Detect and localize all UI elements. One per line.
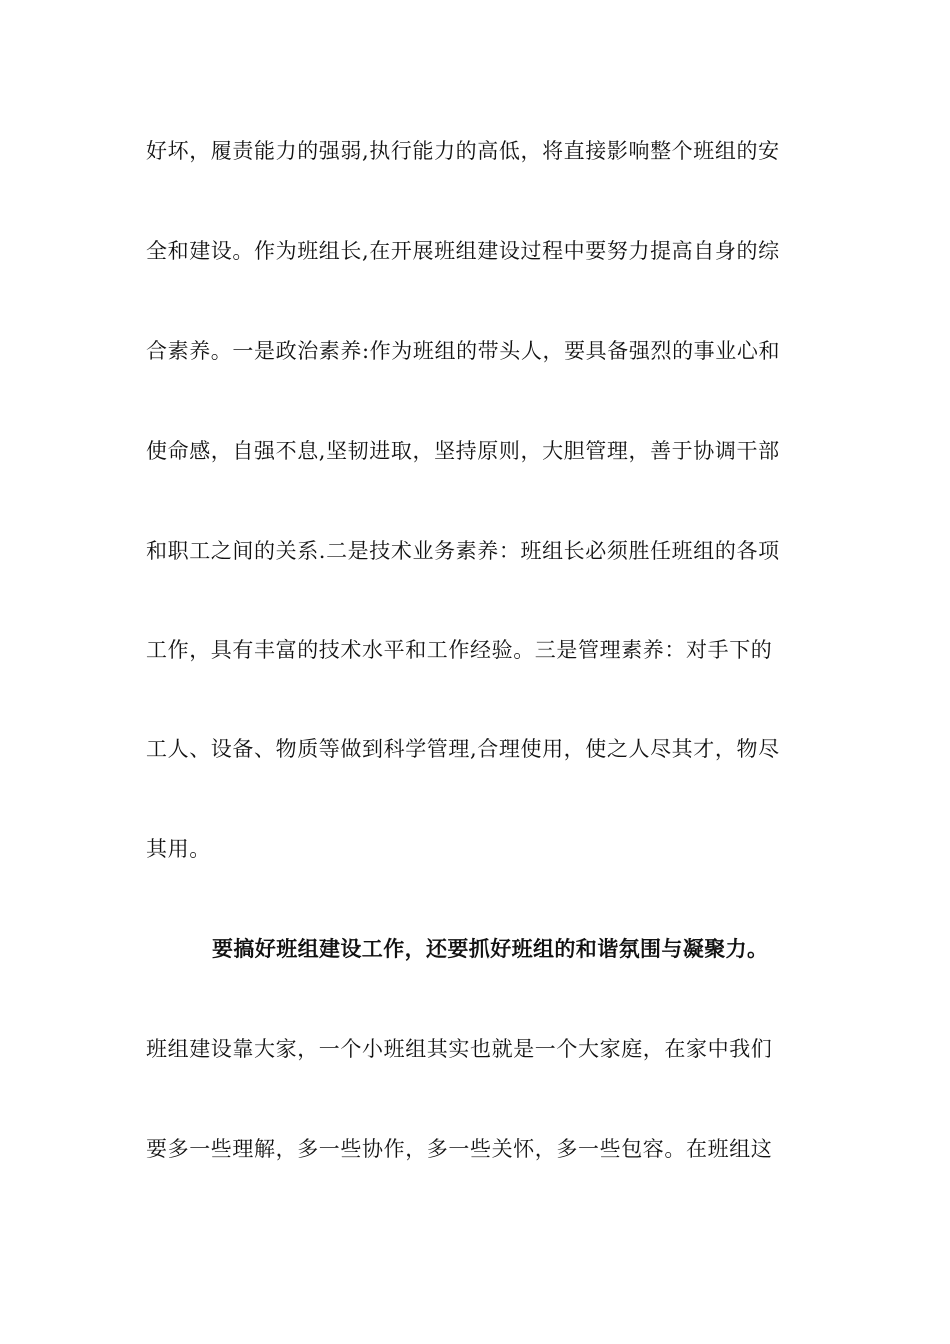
body-text-line: 班组建设靠大家，一个小班组其实也就是一个大家庭，在家中我们 [146,1037,773,1061]
section-heading: 要搞好班组建设工作，还要抓好班组的和谐氛围与凝聚力。 [212,936,769,961]
body-text-line: 其用。 [146,837,211,861]
body-text-line: 工作，具有丰富的技术水平和工作经验。三是管理素养：对手下的 [146,638,773,662]
body-text-line: 使命感，自强不息,坚韧进取，坚持原则，大胆管理，善于协调干部 [146,439,780,463]
body-text-line: 合素养。一是政治素养:作为班组的带头人，要具备强烈的事业心和 [146,339,781,363]
body-text-line: 和职工之间的关系.二是技术业务素养：班组长必须胜任班组的各项 [146,539,780,563]
body-text-line: 要多一些理解，多一些协作，多一些关怀，多一些包容。在班组这 [146,1137,773,1161]
body-text-line: 好坏，履责能力的强弱,执行能力的高低，将直接影响整个班组的安 [146,139,780,163]
body-text-line: 全和建设。作为班组长,在开展班组建设过程中要努力提高自身的综 [146,239,780,263]
body-text-line: 工人、设备、物质等做到科学管理,合理使用，使之人尽其才，物尽 [146,737,780,761]
